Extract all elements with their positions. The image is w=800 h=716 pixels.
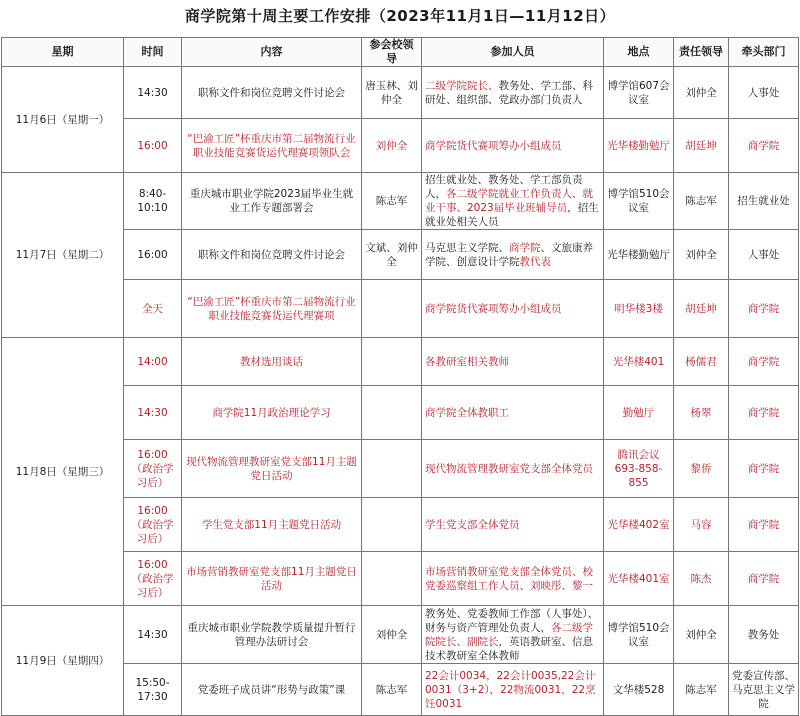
place-cell: 光华楼401 bbox=[604, 338, 674, 386]
content-cell: 职称文件和岗位竞聘文件讨论会 bbox=[182, 230, 362, 280]
content-cell: 重庆城市职业学院2023届毕业生就业工作专题部署会 bbox=[182, 173, 362, 230]
page-title: 商学院第十周主要工作安排（2023年11月1日—11月12日） bbox=[184, 7, 616, 25]
place-cell: 光华楼勤勉厅 bbox=[604, 230, 674, 280]
dept-cell: 商学院 bbox=[729, 338, 799, 386]
responsible-cell: 杨儒君 bbox=[674, 338, 729, 386]
responsible-cell: 刘仲全 bbox=[674, 606, 729, 664]
place-cell: 腾讯会议693-858-855 bbox=[604, 440, 674, 498]
participants-cell bbox=[422, 386, 604, 440]
responsible-cell: 刘仲全 bbox=[674, 230, 729, 280]
dept-cell: 商学院 bbox=[729, 440, 799, 498]
header-time: 时间 bbox=[124, 38, 182, 67]
place-cell: 光华楼勤勉厅 bbox=[604, 119, 674, 173]
leader-cell: 唐玉林、刘仲全 bbox=[362, 67, 422, 119]
place-cell: 光华楼402室 bbox=[604, 498, 674, 552]
dept-cell: 招生就业处 bbox=[729, 173, 799, 230]
day-cell: 11月6日（星期一） bbox=[2, 67, 124, 173]
responsible-cell: 陈志军 bbox=[674, 664, 729, 716]
participant-segment: 市场营销教研室党支部全体党员、校党委巡察组工作人员、刘映彤、黎一 bbox=[425, 565, 593, 592]
participants-cell bbox=[422, 173, 604, 230]
content-cell: 现代物流管理教研室党支部11月主题党日活动 bbox=[182, 440, 362, 498]
dept-cell: 人事处 bbox=[729, 67, 799, 119]
content-cell: 教材选用谈话 bbox=[182, 338, 362, 386]
header-leader: 参会校领导 bbox=[362, 38, 422, 67]
header-row bbox=[2, 38, 799, 67]
participant-segment: 各教研室相关教师 bbox=[425, 355, 509, 368]
dept-cell: 商学院 bbox=[729, 552, 799, 606]
responsible-cell: 胡廷坤 bbox=[674, 280, 729, 338]
time-cell: 14:30 bbox=[124, 67, 182, 119]
dept-cell: 党委宣传部、马克思主义学院 bbox=[729, 664, 799, 716]
responsible-cell: 胡廷坤 bbox=[674, 119, 729, 173]
participant-segment: ，招生就业处相关人员 bbox=[425, 202, 599, 228]
participant-segment: 教务处、学工部、科研处、组织部、党政办部门负责人 bbox=[425, 79, 593, 106]
time-cell: 8:40-10:10 bbox=[124, 173, 182, 230]
table-row bbox=[2, 338, 799, 386]
content-cell: 职称文件和岗位竞聘文件讨论会 bbox=[182, 67, 362, 119]
participant-segment: 马克思主义学院、 bbox=[425, 241, 509, 254]
time-cell: 16:00 （政治学习后） bbox=[124, 552, 182, 606]
place-cell: 明华楼3楼 bbox=[604, 280, 674, 338]
header-participants: 参加人员 bbox=[422, 38, 604, 67]
responsible-cell: 刘仲全 bbox=[674, 67, 729, 119]
participant-segment: 、文旅康养学院、创意设计学院 bbox=[425, 241, 593, 268]
leader-cell bbox=[362, 386, 422, 440]
participants-cell bbox=[422, 230, 604, 280]
place-cell: 勤勉厅 bbox=[604, 386, 674, 440]
content-cell: 党委班子成员讲“形势与政策”课 bbox=[182, 664, 362, 716]
responsible-cell: 黎侨 bbox=[674, 440, 729, 498]
participants-cell bbox=[422, 664, 604, 716]
leader-cell bbox=[362, 280, 422, 338]
header-content: 内容 bbox=[182, 38, 362, 67]
header-dept: 牵头部门 bbox=[729, 38, 799, 67]
leader-cell: 刘仲全 bbox=[362, 606, 422, 664]
time-cell: 16:00 （政治学习后） bbox=[124, 498, 182, 552]
content-cell: 重庆城市职业学院教学质量提升暂行管理办法研讨会 bbox=[182, 606, 362, 664]
participants-cell bbox=[422, 280, 604, 338]
dept-cell: 商学院 bbox=[729, 280, 799, 338]
participants-cell bbox=[422, 338, 604, 386]
participant-segment: 22会计0034，22会计0035,22会计0031（3+2），22物流0031，22烹饪0031 bbox=[425, 669, 596, 710]
participant-segment: 教代表 bbox=[519, 255, 551, 268]
participant-segment: 各二级学院就业工作负责人、就业干事、2023届毕业班辅导员 bbox=[425, 188, 593, 214]
content-cell: “巴渝工匠”杯重庆市第二届物流行业职业技能竞赛货运代理赛项领队会 bbox=[182, 119, 362, 173]
content-cell: 市场营销教研室党支部11月主题党日活动 bbox=[182, 552, 362, 606]
leader-cell: 文斌、刘仲全 bbox=[362, 230, 422, 280]
time-cell: 16:00 bbox=[124, 230, 182, 280]
responsible-cell: 陈杰 bbox=[674, 552, 729, 606]
leader-cell bbox=[362, 440, 422, 498]
content-cell: 商学院11月政治理论学习 bbox=[182, 386, 362, 440]
day-cell: 11月9日（星期四） bbox=[2, 606, 124, 716]
responsible-cell: 马容 bbox=[674, 498, 729, 552]
participant-segment: 现代物流管理教研室党支部全体党员 bbox=[425, 462, 593, 475]
table-row bbox=[2, 67, 799, 119]
participants-cell bbox=[422, 119, 604, 173]
day-cell: 11月8日（星期三） bbox=[2, 338, 124, 606]
leader-cell: 陈志军 bbox=[362, 664, 422, 716]
participants-cell bbox=[422, 606, 604, 664]
time-cell: 14:30 bbox=[124, 606, 182, 664]
schedule-body bbox=[2, 67, 799, 716]
dept-cell: 商学院 bbox=[729, 386, 799, 440]
dept-cell: 人事处 bbox=[729, 230, 799, 280]
table-row bbox=[2, 173, 799, 230]
participant-segment: 商学院货代赛项筹办小组成员 bbox=[425, 139, 562, 152]
dept-cell: 商学院 bbox=[729, 498, 799, 552]
responsible-cell: 杨翠 bbox=[674, 386, 729, 440]
participants-cell bbox=[422, 440, 604, 498]
participants-cell bbox=[422, 67, 604, 119]
time-cell: 14:00 bbox=[124, 338, 182, 386]
leader-cell bbox=[362, 498, 422, 552]
header-place: 地点 bbox=[604, 38, 674, 67]
dept-cell: 教务处 bbox=[729, 606, 799, 664]
schedule-table bbox=[1, 37, 799, 716]
day-cell: 11月7日（星期二） bbox=[2, 173, 124, 338]
place-cell: 博学馆510会议室 bbox=[604, 606, 674, 664]
place-cell: 博学馆607会议室 bbox=[604, 67, 674, 119]
participants-cell bbox=[422, 552, 604, 606]
time-cell: 15:50-17:30 bbox=[124, 664, 182, 716]
participant-segment: 商学院货代赛项筹办小组成员 bbox=[425, 302, 562, 315]
participant-segment: 商学院 bbox=[509, 241, 541, 254]
participants-cell bbox=[422, 498, 604, 552]
place-cell: 文华楼528 bbox=[604, 664, 674, 716]
participant-segment: 各二级学院院长、副院长 bbox=[425, 621, 593, 648]
place-cell: 博学馆510会议室 bbox=[604, 173, 674, 230]
table-row bbox=[2, 606, 799, 664]
participant-segment: 招生就业处、教务处、学工部负责人， bbox=[425, 174, 583, 200]
time-cell: 16:00 （政治学习后） bbox=[124, 440, 182, 498]
header-day: 星期 bbox=[2, 38, 124, 67]
leader-cell bbox=[362, 552, 422, 606]
participant-segment: ，英语教研室、信息技术教研室全体教师 bbox=[425, 635, 593, 662]
leader-cell bbox=[362, 338, 422, 386]
participant-segment: 学生党支部全体党员 bbox=[425, 518, 520, 531]
time-cell: 16:00 bbox=[124, 119, 182, 173]
time-cell: 14:30 bbox=[124, 386, 182, 440]
time-cell: 全天 bbox=[124, 280, 182, 338]
participant-segment: 二级学院院长、 bbox=[425, 79, 499, 92]
leader-cell: 陈志军 bbox=[362, 173, 422, 230]
leader-cell: 刘仲全 bbox=[362, 119, 422, 173]
header-responsible: 责任领导 bbox=[674, 38, 729, 67]
content-cell: 学生党支部11月主题党日活动 bbox=[182, 498, 362, 552]
content-cell: “巴渝工匠”杯重庆市第二届物流行业职业技能竞赛货运代理赛项 bbox=[182, 280, 362, 338]
participant-segment: 商学院全体教职工 bbox=[425, 406, 509, 419]
participant-segment: 教务处、党委教师工作部（人事处）、财务与资产管理处负责人， bbox=[425, 607, 599, 634]
dept-cell: 商学院 bbox=[729, 119, 799, 173]
place-cell: 光华楼401室 bbox=[604, 552, 674, 606]
responsible-cell: 陈志军 bbox=[674, 173, 729, 230]
